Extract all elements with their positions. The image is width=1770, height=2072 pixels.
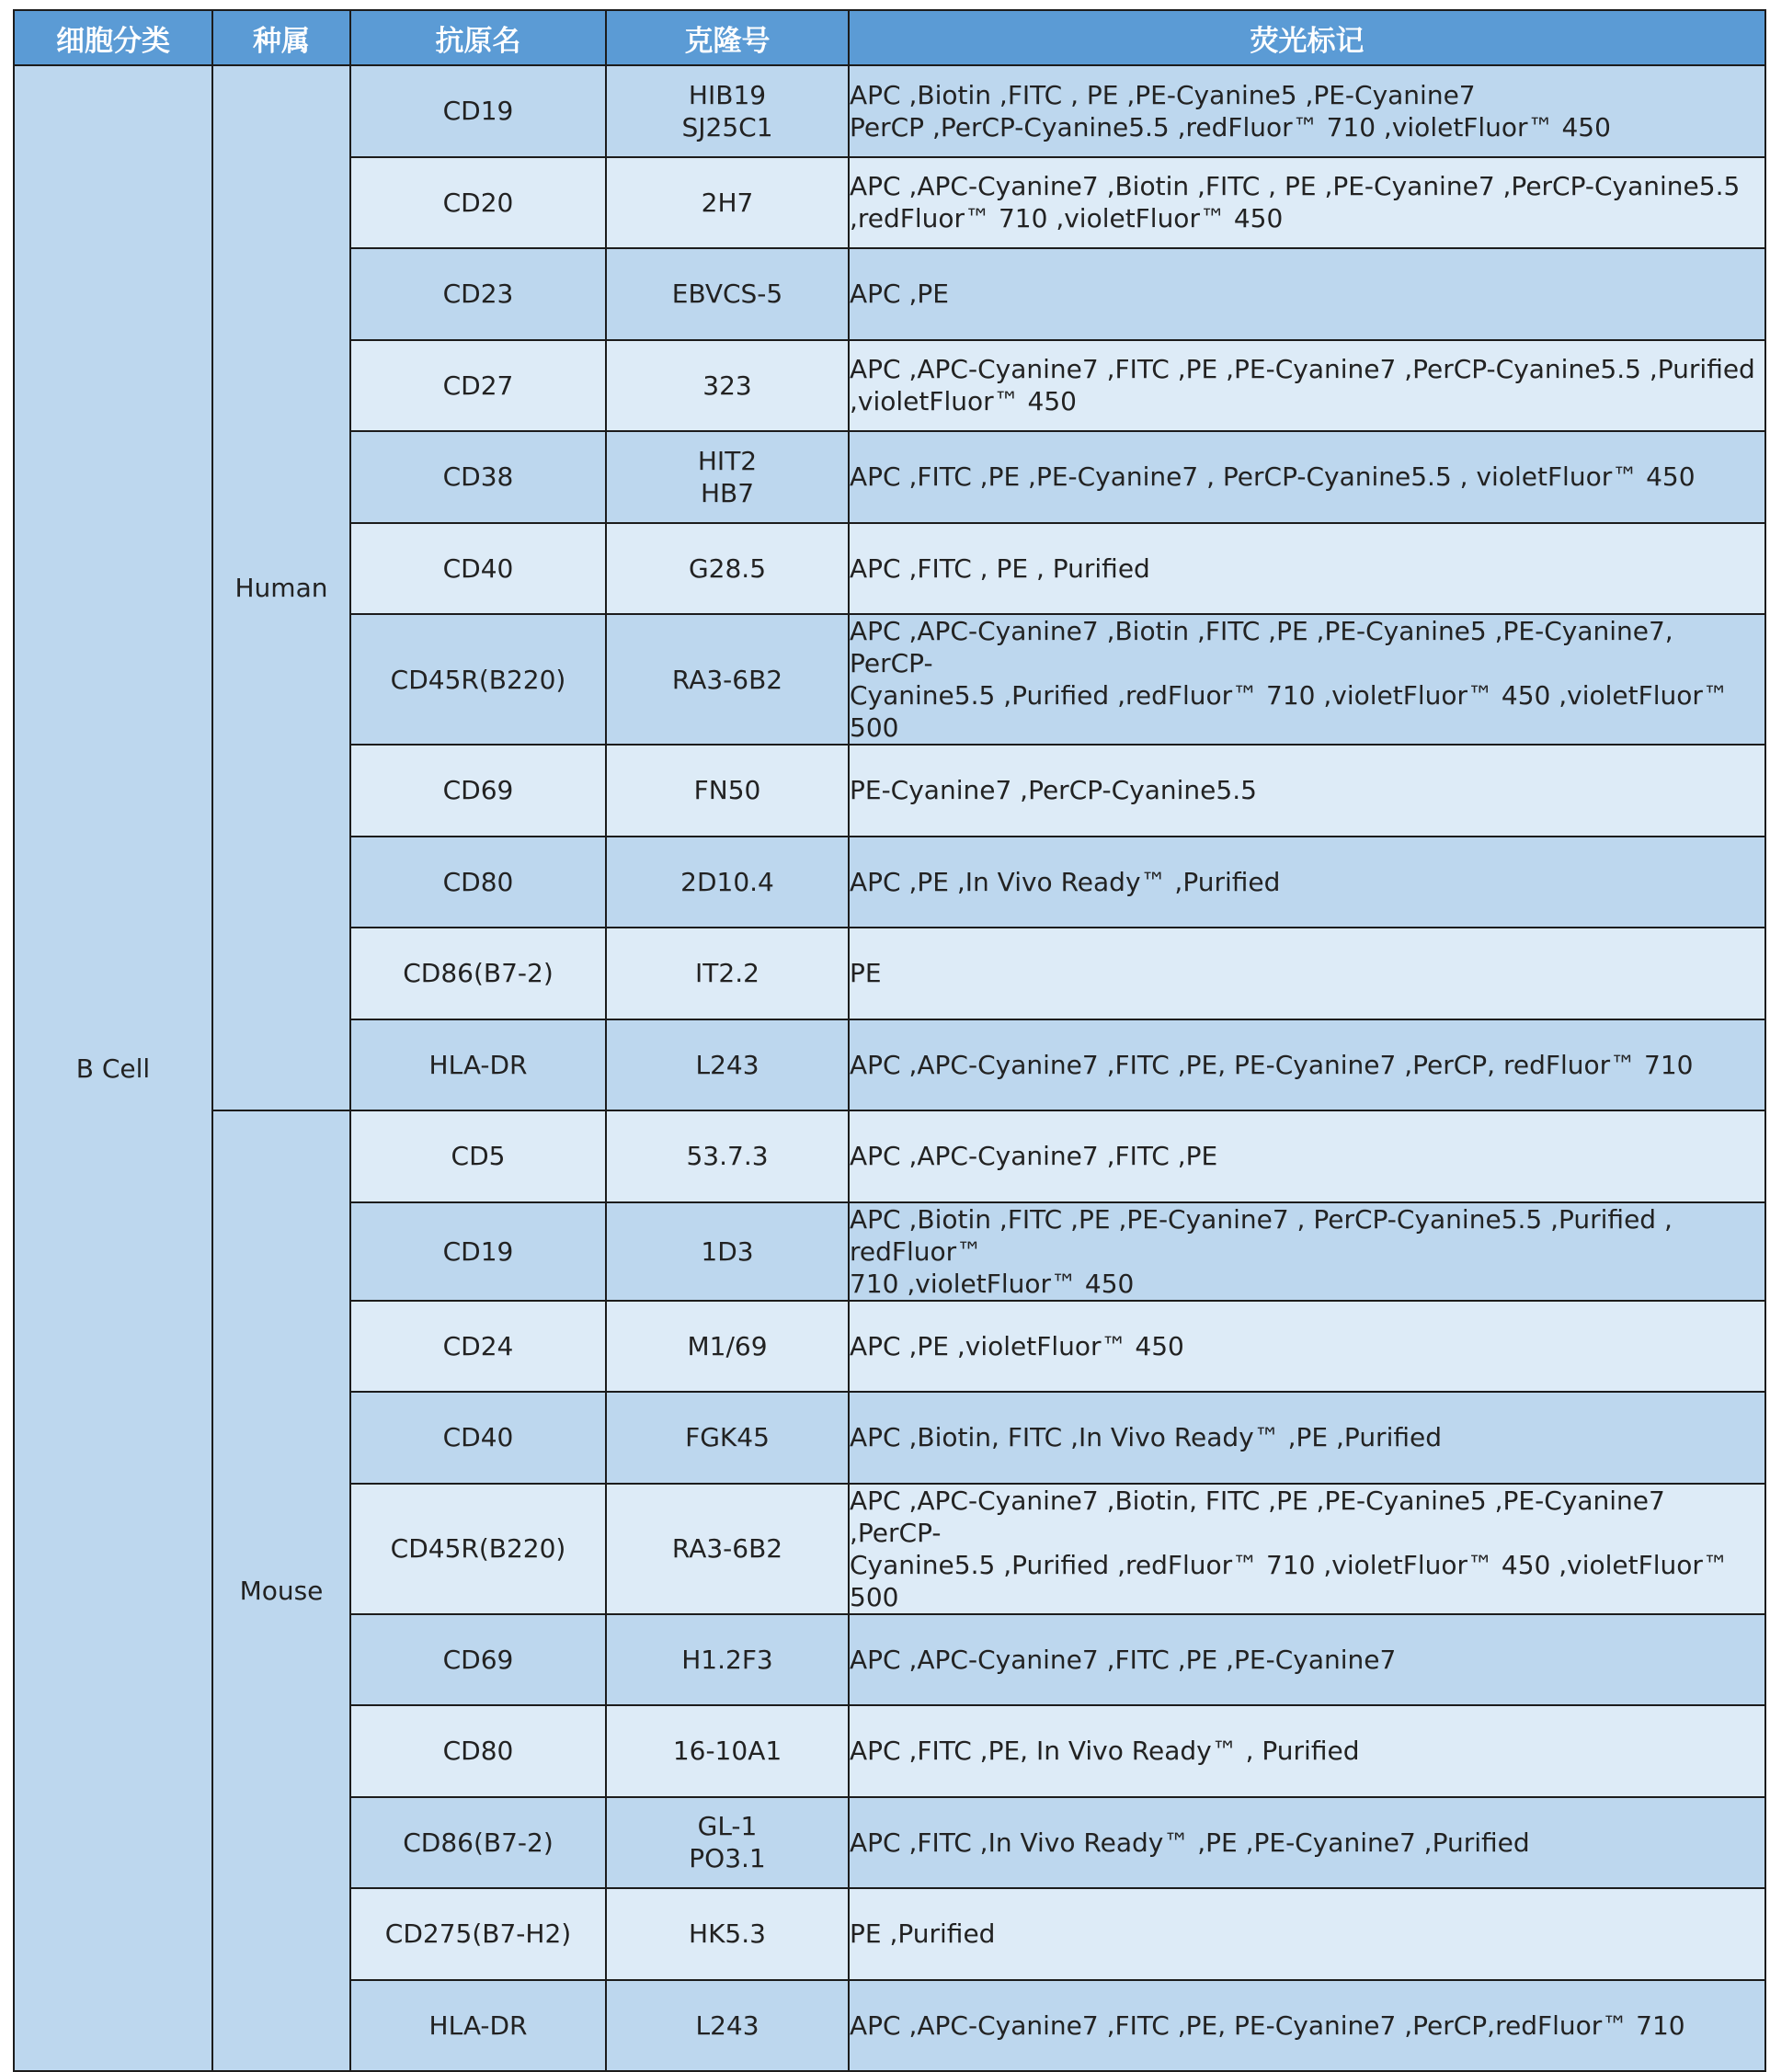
fluor-cell: PE-Cyanine7 ,PerCP-Cyanine5.5 bbox=[849, 745, 1765, 837]
antigen-cell: CD80 bbox=[350, 837, 606, 928]
fluor-cell: APC ,APC-Cyanine7 ,FITC ,PE bbox=[849, 1110, 1765, 1202]
clone-cell: HIT2 HB7 bbox=[606, 431, 849, 523]
clone-cell: L243 bbox=[606, 1980, 849, 2072]
clone-cell: FN50 bbox=[606, 745, 849, 837]
fluor-cell: APC ,APC-Cyanine7 ,Biotin ,FITC , PE ,PE-Cyanine7 ,PerCP-Cyanine5.5 ,redFluor™ 710 ,violetFluor™ 450 bbox=[849, 157, 1765, 249]
fluor-cell: APC ,PE bbox=[849, 248, 1765, 340]
clone-cell: RA3-6B2 bbox=[606, 614, 849, 745]
header-species: 种属 bbox=[212, 10, 350, 65]
header-clone: 克隆号 bbox=[606, 10, 849, 65]
antigen-cell: CD80 bbox=[350, 1705, 606, 1797]
antigen-cell: CD5 bbox=[350, 1110, 606, 1202]
antigen-cell: CD19 bbox=[350, 1202, 606, 1301]
fluor-cell: APC ,APC-Cyanine7 ,Biotin ,FITC ,PE ,PE-Cyanine5 ,PE-Cyanine7, PerCP- Cyanine5.5 ,Purified ,redFluor™ 710 ,violetFluor™ 450 ,violetFluor™ 500 bbox=[849, 614, 1765, 745]
clone-cell: 53.7.3 bbox=[606, 1110, 849, 1202]
fluor-cell: APC ,APC-Cyanine7 ,FITC ,PE ,PE-Cyanine7 bbox=[849, 1614, 1765, 1706]
species-human: Human bbox=[212, 65, 350, 1110]
fluor-cell: APC ,Biotin ,FITC ,PE ,PE-Cyanine7 , PerCP-Cyanine5.5 ,Purified , redFluor™ 710 ,violetFluor™ 450 bbox=[849, 1202, 1765, 1301]
header-antigen: 抗原名 bbox=[350, 10, 606, 65]
reagent-table bbox=[13, 9, 1766, 2072]
antigen-cell: HLA-DR bbox=[350, 1980, 606, 2072]
fluor-cell: APC ,FITC ,In Vivo Ready™ ,PE ,PE-Cyanine7 ,Purified bbox=[849, 1797, 1765, 1889]
species-mouse: Mouse bbox=[212, 1110, 350, 2071]
clone-cell: HIB19 SJ25C1 bbox=[606, 65, 849, 157]
clone-cell: HK5.3 bbox=[606, 1888, 849, 1980]
fluor-cell: APC ,APC-Cyanine7 ,FITC ,PE, PE-Cyanine7 ,PerCP, redFluor™ 710 bbox=[849, 1019, 1765, 1111]
antigen-cell: CD40 bbox=[350, 1392, 606, 1484]
antigen-cell: CD24 bbox=[350, 1301, 606, 1393]
antigen-cell: CD69 bbox=[350, 1614, 606, 1706]
clone-cell: FGK45 bbox=[606, 1392, 849, 1484]
fluor-cell: APC ,PE ,In Vivo Ready™ ,Purified bbox=[849, 837, 1765, 928]
clone-cell: 1D3 bbox=[606, 1202, 849, 1301]
table-row bbox=[14, 65, 1765, 157]
antigen-cell: CD27 bbox=[350, 340, 606, 432]
clone-cell: 323 bbox=[606, 340, 849, 432]
antigen-cell: CD45R(B220) bbox=[350, 1484, 606, 1614]
clone-cell: RA3-6B2 bbox=[606, 1484, 849, 1614]
clone-cell: 16-10A1 bbox=[606, 1705, 849, 1797]
antigen-cell: CD45R(B220) bbox=[350, 614, 606, 745]
antigen-cell: CD275(B7-H2) bbox=[350, 1888, 606, 1980]
antigen-cell: CD86(B7-2) bbox=[350, 928, 606, 1019]
clone-cell: EBVCS-5 bbox=[606, 248, 849, 340]
clone-cell: L243 bbox=[606, 1019, 849, 1111]
antigen-cell: CD38 bbox=[350, 431, 606, 523]
fluor-cell: APC ,FITC , PE , Purified bbox=[849, 523, 1765, 615]
fluor-cell: APC ,FITC ,PE ,PE-Cyanine7 , PerCP-Cyanine5.5 , violetFluor™ 450 bbox=[849, 431, 1765, 523]
antigen-cell: CD69 bbox=[350, 745, 606, 837]
fluor-cell: APC ,APC-Cyanine7 ,FITC ,PE ,PE-Cyanine7 ,PerCP-Cyanine5.5 ,Purified ,violetFluor™ 450 bbox=[849, 340, 1765, 432]
clone-cell: H1.2F3 bbox=[606, 1614, 849, 1706]
header-row bbox=[14, 10, 1765, 65]
header-cell-type: 细胞分类 bbox=[14, 10, 212, 65]
table-row bbox=[14, 1110, 1765, 1202]
clone-cell: G28.5 bbox=[606, 523, 849, 615]
fluor-cell: APC ,PE ,violetFluor™ 450 bbox=[849, 1301, 1765, 1393]
fluor-cell: PE ,Purified bbox=[849, 1888, 1765, 1980]
fluor-cell: APC ,APC-Cyanine7 ,Biotin, FITC ,PE ,PE-Cyanine5 ,PE-Cyanine7 ,PerCP- Cyanine5.5 ,Purified ,redFluor™ 710 ,violetFluor™ 450 ,violetFluor™ 500 bbox=[849, 1484, 1765, 1614]
fluor-cell: PE bbox=[849, 928, 1765, 1019]
fluor-cell: APC ,APC-Cyanine7 ,FITC ,PE, PE-Cyanine7 ,PerCP,redFluor™ 710 bbox=[849, 1980, 1765, 2072]
antigen-cell: CD19 bbox=[350, 65, 606, 157]
antigen-cell: CD40 bbox=[350, 523, 606, 615]
clone-cell: 2D10.4 bbox=[606, 837, 849, 928]
fluor-cell: APC ,Biotin ,FITC , PE ,PE-Cyanine5 ,PE-Cyanine7 PerCP ,PerCP-Cyanine5.5 ,redFluor™ 710 ,violetFluor™ 450 bbox=[849, 65, 1765, 157]
fluor-cell: APC ,FITC ,PE, In Vivo Ready™ , Purified bbox=[849, 1705, 1765, 1797]
antigen-cell: CD20 bbox=[350, 157, 606, 249]
header-fluor: 荧光标记 bbox=[849, 10, 1765, 65]
antigen-cell: CD86(B7-2) bbox=[350, 1797, 606, 1889]
fluor-cell: APC ,Biotin, FITC ,In Vivo Ready™ ,PE ,Purified bbox=[849, 1392, 1765, 1484]
antigen-cell: CD23 bbox=[350, 248, 606, 340]
clone-cell: IT2.2 bbox=[606, 928, 849, 1019]
clone-cell: 2H7 bbox=[606, 157, 849, 249]
clone-cell: M1/69 bbox=[606, 1301, 849, 1393]
cell-type-cell: B Cell bbox=[14, 65, 212, 2071]
antigen-cell: HLA-DR bbox=[350, 1019, 606, 1111]
clone-cell: GL-1 PO3.1 bbox=[606, 1797, 849, 1889]
